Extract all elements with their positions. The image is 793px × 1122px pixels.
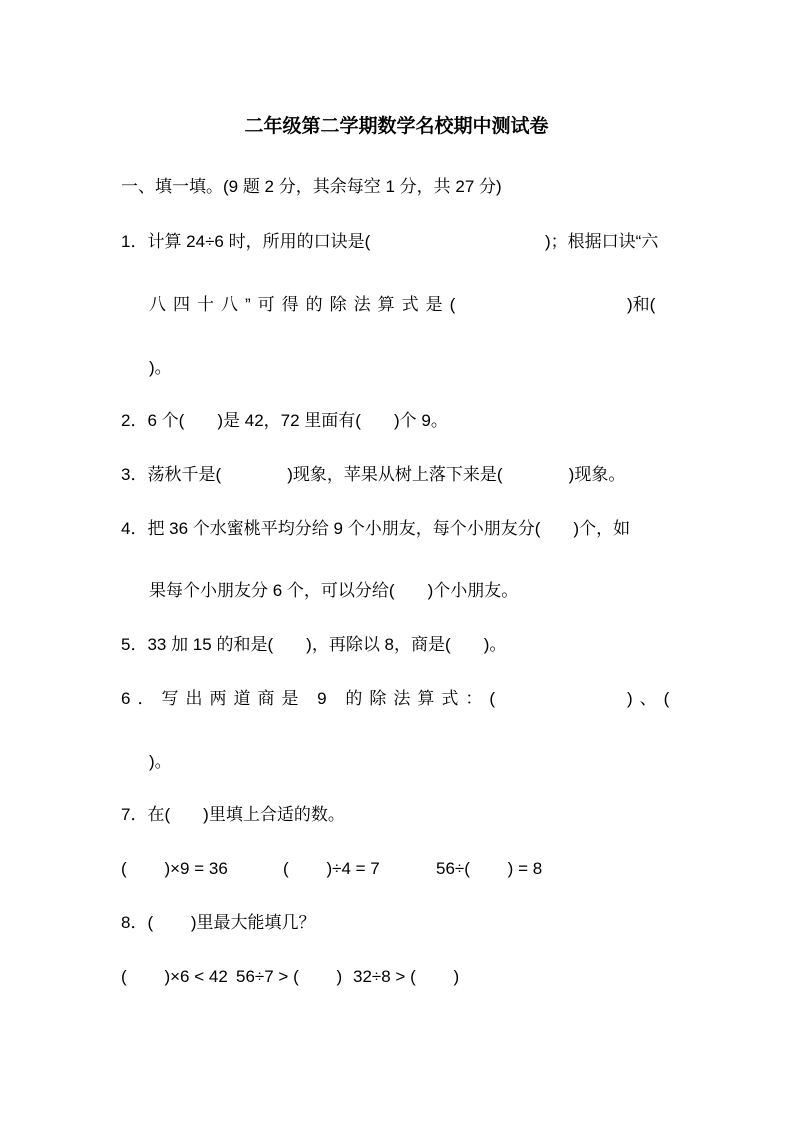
q1-line1-end: )；根据口诀“六 [545, 232, 659, 251]
q7-item: ( )×9 = 36 [121, 859, 228, 878]
q7-item: ( )÷4 = 7 [283, 859, 380, 878]
q8-prompt: 8．( )里最大能填几？ [121, 913, 316, 932]
q1-line2-end: )和( [627, 295, 656, 314]
q1-line2-start: 八四十八”可得的除法算式是( [149, 295, 463, 314]
page-title: 二年级第二学期数学名校期中测试卷 [244, 116, 549, 137]
q8-item: 32÷8 > ( ) [353, 967, 460, 986]
q4-line1: 4．把 36 个水蜜桃平均分给 9 个小朋友，每个小朋友分( )个，如 [121, 519, 631, 538]
q8-item: 56÷7 > ( ) [236, 967, 343, 986]
q3: 3．荡秋千是( )现象，苹果从树上落下来是( )现象。 [121, 465, 626, 484]
q4-line2: 果每个小朋友分 6 个，可以分给( )个小朋友。 [149, 581, 519, 600]
q5: 5．33 加 15 的和是( )，再除以 8，商是( )。 [121, 635, 507, 654]
section-heading: 一、填一填。(9 题 2 分，其余每空 1 分，共 27 分) [121, 177, 502, 196]
q1-line1-start: 1．计算 24÷6 时，所用的口诀是( [121, 232, 371, 251]
q7-item: 56÷( ) = 8 [436, 859, 543, 878]
q1-line3: )。 [149, 358, 172, 377]
q6-line2: )。 [149, 752, 172, 771]
q7-prompt: 7．在( )里填上合适的数。 [121, 805, 345, 824]
q2: 2．6 个( )是 42，72 里面有( )个 9。 [121, 411, 448, 430]
q6-line1-start: 6．写出两道商是 9 的除法算式：( [121, 689, 503, 708]
q8-item: ( )×6 < 42 [121, 967, 228, 986]
q6-line1-end: )、( [627, 689, 677, 708]
